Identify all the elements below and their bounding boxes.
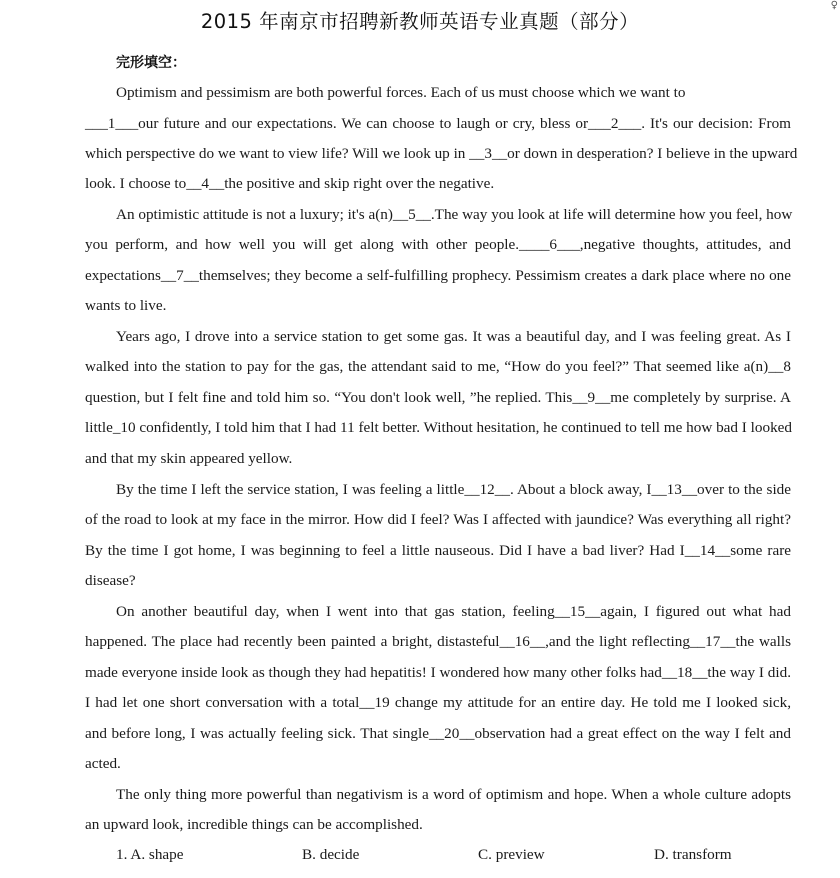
passage-line: and before long, I was actually feeling sick. That single__20__observation had a great effect on the way I felt and: [85, 725, 791, 742]
passage-line: and that my skin appeared yellow.: [85, 450, 293, 467]
passage-line: Years ago, I drove into a service station to get some gas. It was a beautiful day, and I was feeling great. As I: [116, 328, 791, 345]
passage-line: On another beautiful day, when I went into that gas station, feeling__15__again, I figured out what had: [116, 603, 791, 620]
passage-line: ___1___our future and our expectations. We can choose to laugh or cry, bless or___2___. It's our decision: From: [85, 115, 791, 132]
passage-line: little_10 confidently, I told him that I had 11 felt better. Without hesitation, he continued to tell me how bad I looked: [85, 419, 793, 436]
passage-line: The only thing more powerful than negativism is a word of optimism and hope. When a whole culture adopts: [116, 786, 791, 803]
passage-line: an upward look, incredible things can be accomplished.: [85, 816, 423, 833]
passage-line: wants to live.: [85, 297, 167, 314]
passage-line: By the time I left the service station, I was feeling a little__12__. About a block away, I__13__over to the side: [116, 481, 791, 498]
passage-line: Optimism and pessimism are both powerful forces. Each of us must choose which we want to: [116, 84, 686, 101]
option-d: D. transform: [654, 846, 732, 863]
passage-line: made everyone inside look as though they had hepatitis! I wondered how many other folks had__18__the way I did.: [85, 664, 791, 681]
page-title: 2015 年南京市招聘新教师英语专业真题（部分）: [200, 10, 640, 33]
passage-line: walked into the station to pay for the gas, the attendant said to me, “How do you feel?” That seemed like a(n)__8: [85, 358, 791, 375]
passage-line: An optimistic attitude is not a luxury; it's a(n)__5__.The way you look at life will determine how you feel, how: [116, 206, 793, 223]
option-a: 1. A. shape: [116, 846, 184, 863]
passage-line: disease?: [85, 572, 136, 589]
passage-line: you perform, and how well you will get along with other people.____6___,negative thoughts, attitudes, and: [85, 236, 791, 253]
passage-line: look. I choose to__4__the positive and skip right over the negative.: [85, 175, 495, 192]
option-b: B. decide: [302, 846, 360, 863]
passage-line: of the road to look at my face in the mirror. How did I feel? Was I affected with jaundice? Was everything all right?: [85, 511, 791, 528]
passage-line: happened. The place had recently been painted a bright, distasteful__16__,and the light reflecting__17__the walls: [85, 633, 791, 650]
section-heading: 完形填空：: [116, 55, 186, 71]
passage-line: I had let one short conversation with a total__19 change my attitude for an entire day. He told me I looked sick,: [85, 694, 791, 711]
passage-line: which perspective do we want to view life? Will we look up in __3__or down in desperation? I believe in the upward: [85, 145, 798, 162]
passage-line: expectations__7__themselves; they become a self-fulfilling prophecy. Pessimism creates a dark place where no one: [85, 267, 791, 284]
passage-line: question, but I felt fine and told him so. “You don't look well, ”he replied. This__9__me completely by surprise. A: [85, 389, 791, 406]
option-c: C. preview: [478, 846, 545, 863]
passage-line: acted.: [85, 755, 121, 772]
passage-line: By the time I got home, I was beginning to feel a little nauseous. Did I have a bad liver? Had I__14__some rare: [85, 542, 791, 559]
corner-mark-icon: ♀: [830, 0, 838, 11]
